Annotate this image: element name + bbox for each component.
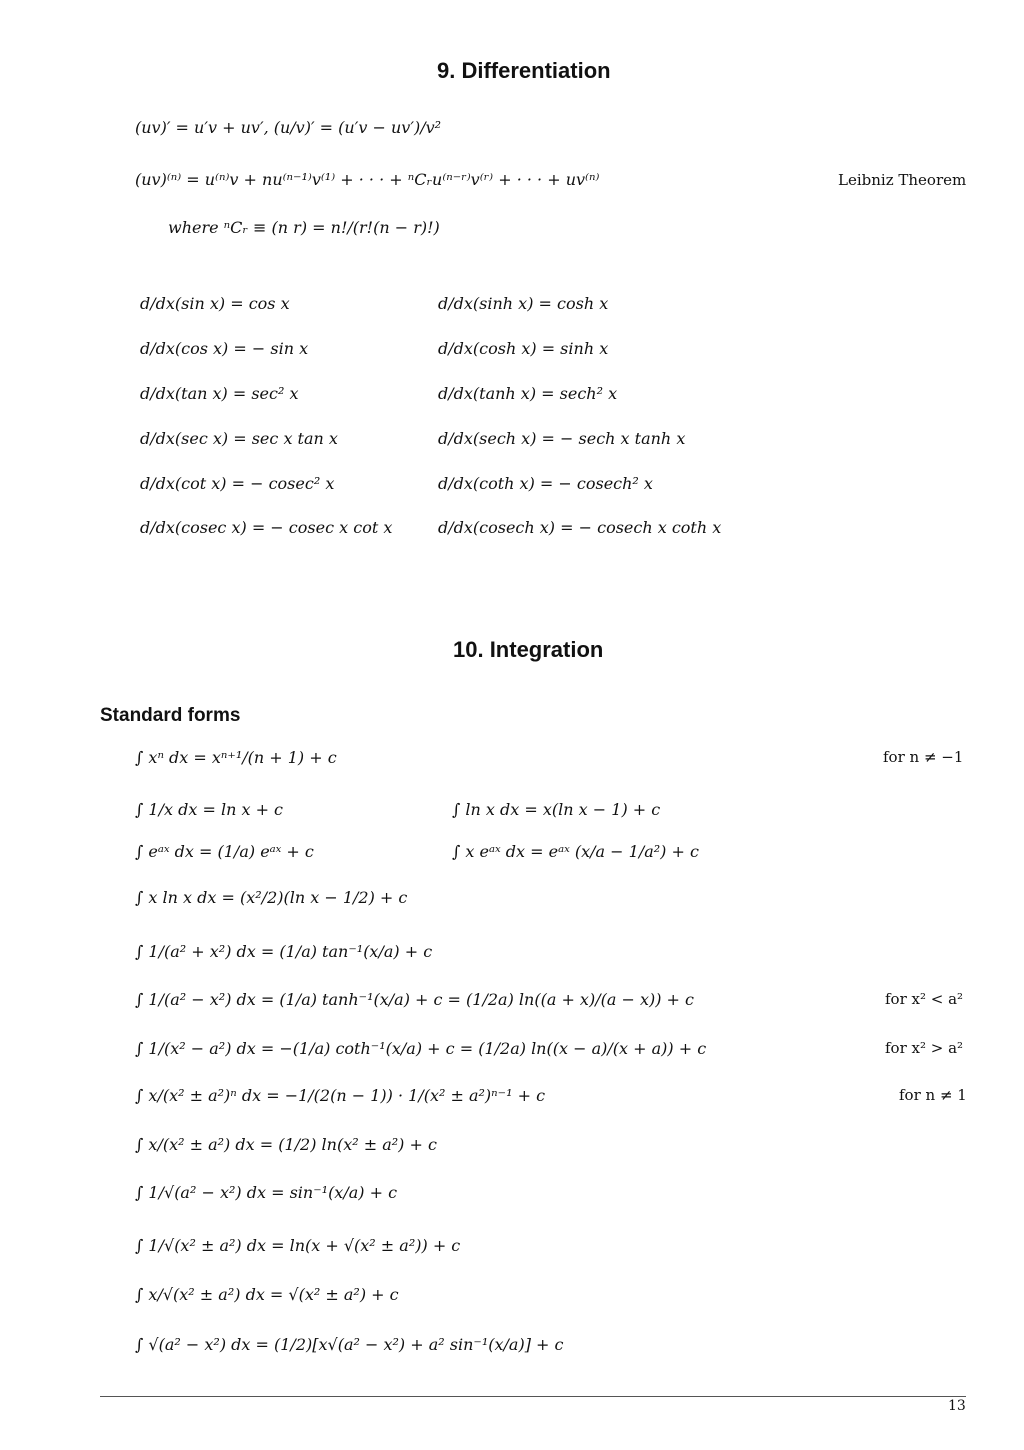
subsection-standard-forms: Standard forms: [100, 705, 241, 726]
integral-exp: ∫ eᵃˣ dx = (1/a) eᵃˣ + c: [135, 842, 314, 861]
section-title-integration: 10. Integration: [453, 637, 604, 662]
leibniz-formula: (uv)⁽ⁿ⁾ = u⁽ⁿ⁾v + nu⁽ⁿ⁻¹⁾v⁽¹⁾ + · · · + ⁿCᵣu⁽ⁿ⁻ʳ⁾v⁽ʳ⁾ + · · · + uv⁽ⁿ⁾: [135, 170, 600, 189]
page-number: 13: [948, 1398, 966, 1414]
deriv-right-1: d/dx(sinh x) = cosh x: [438, 294, 609, 313]
deriv-right-2: d/dx(cosh x) = sinh x: [438, 339, 609, 358]
deriv-left-3: d/dx(tan x) = sec² x: [140, 384, 299, 403]
deriv-left-1: d/dx(sin x) = cos x: [140, 294, 290, 313]
integral-arcoth: ∫ 1/(x² − a²) dx = −(1/a) coth⁻¹(x/a) + c = (1/2a) ln((x − a)/(x + a)) + c: [135, 1039, 707, 1058]
deriv-left-6: d/dx(cosec x) = − cosec x cot x: [140, 518, 393, 537]
integral-sqrt-area: ∫ √(a² − x²) dx = (1/2)[x√(a² − x²) + a² sin⁻¹(x/a)] + c: [135, 1335, 564, 1354]
integral-artanh-condition: for x² < a²: [885, 990, 964, 1008]
integral-log-rational: ∫ x/(x² ± a²) dx = (1/2) ln(x² ± a²) + c: [135, 1135, 437, 1154]
integral-ln: ∫ ln x dx = x(ln x − 1) + c: [452, 800, 661, 819]
integral-sqrt-rational: ∫ x/√(x² ± a²) dx = √(x² ± a²) + c: [135, 1285, 399, 1304]
integral-x-ln: ∫ x ln x dx = (x²/2)(ln x − 1/2) + c: [135, 888, 408, 907]
integral-power-condition: for n ≠ −1: [883, 748, 964, 766]
integral-arsinh: ∫ 1/√(x² ± a²) dx = ln(x + √(x² ± a²)) + c: [135, 1236, 461, 1255]
integral-power-rational: ∫ x/(x² ± a²)ⁿ dx = −1/(2(n − 1)) · 1/(x² ± a²)ⁿ⁻¹ + c: [135, 1086, 546, 1105]
integral-power-rational-condition: for n ≠ 1: [899, 1086, 967, 1104]
product-quotient-rule: (uv)′ = u′v + uv′, (u/v)′ = (u′v − uv′)/v²: [135, 118, 442, 137]
leibniz-label: Leibniz Theorem: [838, 171, 967, 189]
integral-reciprocal: ∫ 1/x dx = ln x + c: [135, 800, 284, 819]
footer-rule: [100, 1396, 966, 1397]
integral-x-exp: ∫ x eᵃˣ dx = eᵃˣ (x/a − 1/a²) + c: [452, 842, 699, 861]
deriv-left-5: d/dx(cot x) = − cosec² x: [140, 474, 335, 493]
deriv-right-5: d/dx(coth x) = − cosech² x: [438, 474, 653, 493]
integral-arcoth-condition: for x² > a²: [885, 1039, 964, 1057]
deriv-left-4: d/dx(sec x) = sec x tan x: [140, 429, 338, 448]
integral-arcsin: ∫ 1/√(a² − x²) dx = sin⁻¹(x/a) + c: [135, 1183, 398, 1202]
integral-artanh: ∫ 1/(a² − x²) dx = (1/a) tanh⁻¹(x/a) + c = (1/2a) ln((a + x)/(a − x)) + c: [135, 990, 694, 1009]
deriv-right-3: d/dx(tanh x) = sech² x: [438, 384, 618, 403]
deriv-right-6: d/dx(cosech x) = − cosech x coth x: [438, 518, 722, 537]
deriv-left-2: d/dx(cos x) = − sin x: [140, 339, 309, 358]
integral-arctan: ∫ 1/(a² + x²) dx = (1/a) tan⁻¹(x/a) + c: [135, 942, 433, 961]
integral-power: ∫ xⁿ dx = xⁿ⁺¹/(n + 1) + c: [135, 748, 337, 767]
deriv-right-4: d/dx(sech x) = − sech x tanh x: [438, 429, 686, 448]
section-title-differentiation: 9. Differentiation: [437, 58, 611, 83]
binomial-definition: where ⁿCᵣ ≡ (n r) = n!/(r!(n − r)!): [168, 218, 440, 237]
